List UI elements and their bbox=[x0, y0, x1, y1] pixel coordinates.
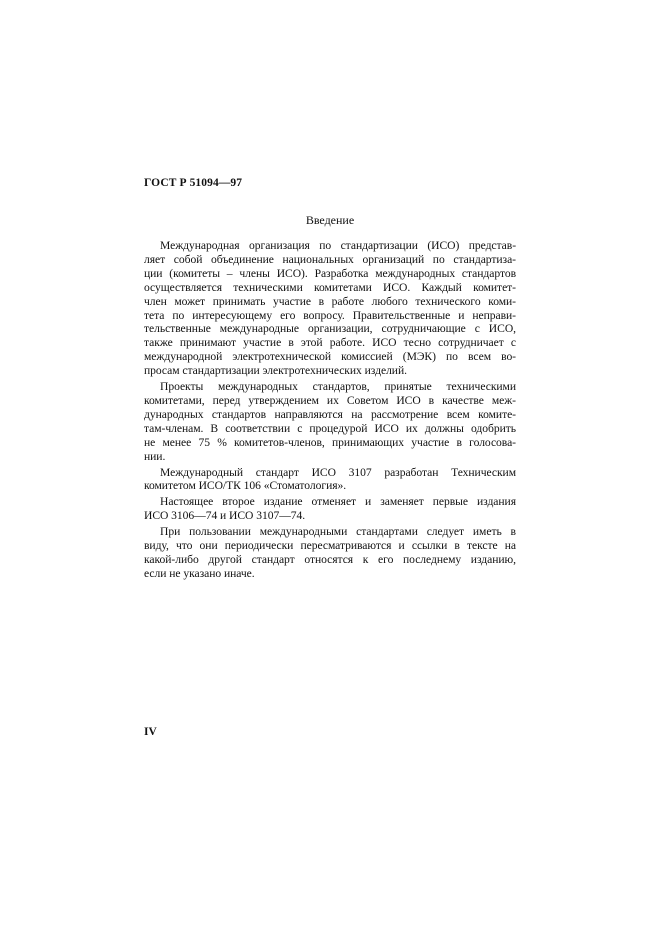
paragraph-usage-note bbox=[144, 525, 516, 581]
text-line: нии. bbox=[144, 449, 166, 463]
text-line: международной электротехнической комиссией (МЭК) по всем во- bbox=[144, 350, 516, 364]
body-text bbox=[144, 239, 516, 583]
text-line: какой-либо другой стандарт относятся к его последнему изданию, bbox=[144, 552, 516, 566]
document-code: ГОСТ Р 51094—97 bbox=[144, 177, 243, 189]
text-line: комитетом ИСО/ТК 106 «Стоматология». bbox=[144, 479, 347, 493]
text-line: ции (комитеты – члены ИСО). Разработка международных стандартов bbox=[144, 266, 516, 280]
page-number: IV bbox=[144, 726, 157, 738]
text-line: осуществляется техническими комитетами ИСО. Каждый комитет- bbox=[144, 280, 516, 294]
text-line: Проекты международных стандартов, принятые техническими bbox=[160, 380, 516, 394]
text-line: комитетами, перед утверждением их Советом ИСО в качестве меж- bbox=[144, 393, 516, 407]
paragraph-edition bbox=[144, 495, 516, 523]
paragraph-intro bbox=[144, 239, 516, 378]
text-line: При пользовании международными стандартами следует иметь в bbox=[160, 525, 516, 539]
text-line: Международный стандарт ИСО 3107 разработан Техническим bbox=[160, 465, 516, 479]
text-line: тета по интересующему его вопросу. Правительственные и неправи- bbox=[144, 308, 516, 322]
text-line: тельственные международные организации, сотрудничающие с ИСО, bbox=[144, 322, 516, 336]
text-line: дународных стандартов направляются на рассмотрение всем комите- bbox=[144, 407, 516, 421]
section-title: Введение bbox=[305, 213, 355, 227]
text-line: ляет собой объединение национальных организаций по стандартиза- bbox=[144, 252, 516, 266]
text-line: ИСО 3106—74 и ИСО 3107—74. bbox=[144, 509, 306, 523]
text-line: виду, что они периодически пересматриваются и ссылки в тексте на bbox=[144, 539, 516, 553]
paragraph-standard-origin bbox=[144, 466, 516, 494]
paragraph-drafts bbox=[144, 380, 516, 463]
text-line: не менее 75 % комитетов-членов, принимающих участие в голосова- bbox=[144, 435, 516, 449]
text-line: также принимают участие в этой работе. ИСО тесно сотрудничает с bbox=[144, 336, 516, 350]
text-line: Международная организация по стандартизации (ИСО) представ- bbox=[160, 239, 516, 252]
text-line: Настоящее второе издание отменяет и заменяет первые издания bbox=[160, 495, 516, 509]
text-line: просам стандартизации электротехнических изделий. bbox=[144, 364, 407, 378]
text-line: там-членам. В соответствии с процедурой ИСО их должны одобрить bbox=[144, 421, 516, 435]
text-line: член может принимать участие в работе любого технического коми- bbox=[144, 294, 516, 308]
text-line: если не указано иначе. bbox=[144, 566, 255, 580]
